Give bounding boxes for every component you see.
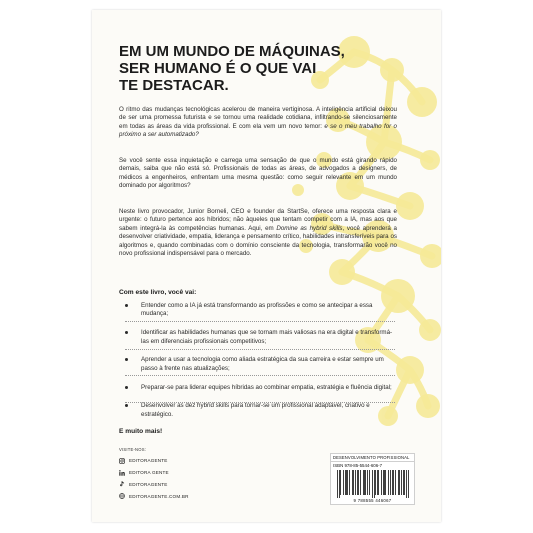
and-much-more: E muito mais! [119, 428, 163, 435]
list-item: Preparar-se para liderar equipes híbridas ao combinar empatia, estratégia e fluência digital; [125, 384, 395, 392]
list-divider [125, 349, 395, 350]
social-tiktok: EDITORAGENTE [119, 479, 189, 491]
bullet-icon [125, 358, 128, 361]
social-linkedin: EDITORA GENTE [119, 467, 189, 479]
paragraph-concern: Se você sente essa inquietação e carrega uma sensação de que o mundo está girando rápido demais, saiba que não está só. Profissionais de todas as áreas, de advogados a designers, de médicos a engenheiros, enfrentam uma mesma questão: como seguir relevante em um mundo dominado por algoritmos? [119, 157, 397, 190]
paragraph-intro-question: e se o meu trabalho for o próximo a ser automatizado? [119, 122, 397, 139]
list-divider [125, 321, 395, 322]
with-this-book-heading: Com este livro, você vai: [119, 289, 197, 296]
book-back-cover [92, 10, 441, 522]
headline-line-2: SER HUMANO É O QUE VAI [119, 60, 317, 77]
list-item: Identificar as habilidades humanas que se tornam mais valiosas na era digital e transformá-las em diferenciais profissionais competitivos; [125, 329, 395, 346]
linkedin-icon [119, 470, 125, 476]
bullet-icon [125, 304, 128, 307]
bullet-icon [125, 386, 128, 389]
isbn-barcode-box [330, 453, 415, 505]
list-item: Entender como a IA já está transformando as profissões e como se antecipar a essa mudança; [125, 302, 395, 319]
social-website: EDITORAGENTE.COM.BR [119, 490, 189, 502]
visit-us-label: VISITE-NOS: [119, 447, 147, 452]
headline-line-3: TE DESTACAR. [119, 77, 229, 94]
book-category: DESENVOLVIMENTO PROFISSIONAL [331, 454, 414, 462]
paragraph-intro: O ritmo das mudanças tecnológicas acelerou de maneira vertiginosa. A inteligência artificial deixou de ser uma promessa futurista e se tornou uma realidade cotidiana, infiltrando-se silenciosamente em todas as áreas da vida profissional. E com ela vem um novo temor: e se o meu trabalho for o próximo a ser automatizado? [119, 106, 397, 139]
headline-line-1: EM UM MUNDO DE MÁQUINAS, [119, 43, 345, 60]
barcode-digits: 9 788555 446067 [353, 498, 392, 503]
instagram-icon [119, 458, 125, 464]
isbn-number: ISBN 978-85-5544-606-7 [333, 463, 383, 468]
social-instagram: EDITORAGENTE [119, 455, 189, 467]
bullet-icon [125, 331, 128, 334]
globe-icon [119, 493, 125, 499]
bullet-icon [125, 404, 128, 407]
list-item: Aprender a usar a tecnologia como aliada estratégica da sua carreira e estar sempre um passo à frente nas atualizações; [125, 356, 395, 373]
book-title-inline: Domine as hybrid skills [276, 224, 343, 232]
list-divider [125, 402, 395, 403]
barcode-image [336, 470, 410, 498]
social-links [119, 447, 189, 502]
tiktok-icon [119, 481, 125, 487]
list-item: Desenvolver as dez hybrid skills para tornar-se um profissional adaptável, criativo e estratégico. [125, 402, 395, 419]
list-divider [125, 375, 395, 376]
headline [119, 43, 379, 94]
paragraph-author: Neste livro provocador, Junior Borneli, CEO e founder da StartSe, oferece uma resposta clara e urgente: o futuro pertence aos híbridos; não àqueles que tentam competir com a IA, mas aos que sabem integrá-la às competências humanas. Aqui, em Domine as hybrid skills, você aprenderá a desenvolver criatividade, empatia, liderança e pensamento crítico, habilidades intransferíveis para os algoritmos e, quando combinadas com o domínio consciente da tecnologia, transformarão você no novo profissional indispensável para o mercado. [119, 208, 397, 258]
